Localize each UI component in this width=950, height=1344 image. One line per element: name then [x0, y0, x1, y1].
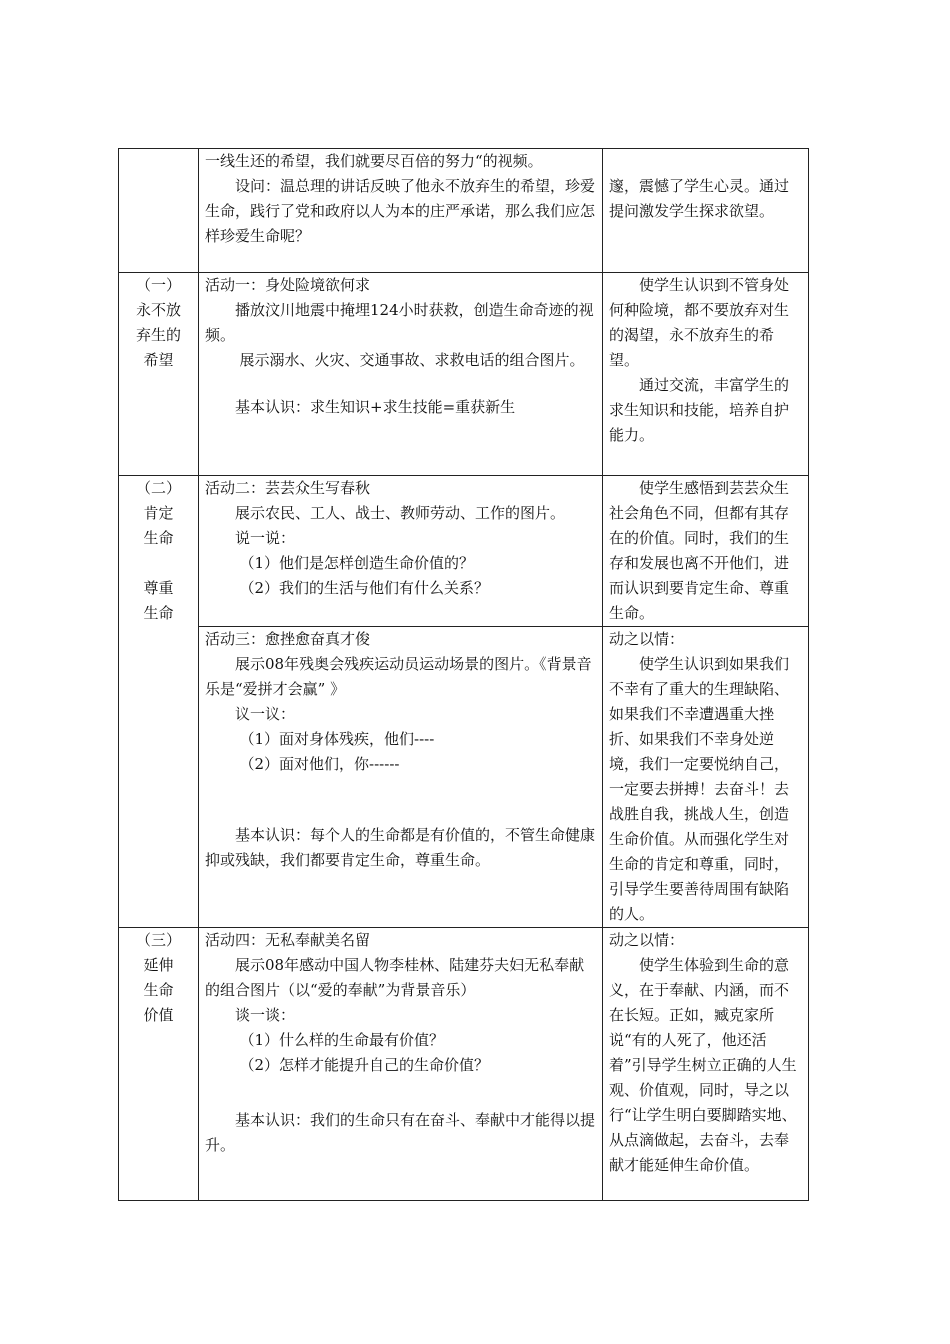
activity-cell	[199, 273, 603, 476]
section-number: （三）	[135, 931, 181, 949]
activity-text: 谈一谈：	[235, 1006, 296, 1024]
goal-cell	[603, 476, 809, 627]
section-cell	[119, 273, 199, 476]
goal-text: 通过交流，丰富学生的求生知识和技能，培养自护能力。	[609, 376, 790, 444]
activity-text: 展示08年感动中国人物李桂林、陆建芬夫妇无私奉献的组合图片（以“爱的奉献”为背景音乐）	[205, 956, 585, 999]
activity-title: 活动一：身处险境欲何求	[205, 276, 371, 294]
goal-text: 使学生认识到如果我们不幸有了重大的生理缺陷、如果我们不幸遭遇重大挫折、如果我们不幸身处逆境，我们一定要悦纳自己，一定要去拼搏！去奋斗！去战胜自我，挑战人生，创造生命价值。从而强化学生对生命的肯定和尊重，同时，引导学生要善待周围有缺陷的人。	[609, 655, 790, 923]
activity-text: 说一说：	[235, 529, 296, 547]
activity-text: 展示08年残奥会残疾运动员运动场景的图片。《背景音乐是“爱拼才会赢” 》	[205, 655, 592, 698]
goal-cell	[603, 627, 809, 928]
basic-understanding: 基本认识：每个人的生命都是有价值的，不管生命健康抑或残缺，我们都要肯定生命，尊重生命。	[205, 826, 596, 869]
table-row	[119, 627, 809, 928]
section-cell	[119, 149, 199, 273]
goal-cell	[603, 928, 809, 1201]
question-item: （1）面对身体残疾，他们----	[239, 730, 435, 748]
question-item: （2）我们的生活与他们有什么关系？	[239, 579, 490, 597]
section-title: 生命	[143, 981, 174, 999]
section-cell	[119, 476, 199, 928]
activity-cell	[199, 627, 603, 928]
lesson-plan-table	[118, 148, 809, 1201]
activity-text: 议一议：	[235, 705, 296, 723]
table-row	[119, 928, 809, 1201]
goal-cell	[603, 273, 809, 476]
question-item: （1）他们是怎样创造生命价值的？	[239, 554, 475, 572]
activity-cell	[199, 149, 603, 273]
goal-title: 动之以情：	[609, 630, 685, 648]
section-title: 价值	[143, 1006, 174, 1024]
activity-text: 展示溺水、火灾、交通事故、求救电话的组合图片。	[239, 351, 585, 369]
activity-cell	[199, 476, 603, 627]
activity-text: 展示农民、工人、战士、教师劳动、工作的图片。	[235, 504, 566, 522]
section-number: （二）	[135, 479, 181, 497]
section-title: 延伸	[143, 956, 174, 974]
question-item: （2）面对他们，你------	[239, 755, 400, 773]
section-cell	[119, 928, 199, 1201]
section-title: 肯定	[143, 504, 174, 522]
section-number: （一）	[135, 276, 181, 294]
basic-understanding: 基本认识：我们的生命只有在奋斗、奉献中才能得以提升。	[205, 1111, 596, 1154]
table-row	[119, 476, 809, 627]
activity-title: 活动四：无私奉献美名留	[205, 931, 371, 949]
activity-title: 活动二：芸芸众生写春秋	[205, 479, 371, 497]
activity-cell	[199, 928, 603, 1201]
section-title: 生命	[143, 529, 174, 547]
activity-title: 活动三：愈挫愈奋真才俊	[205, 630, 371, 648]
goal-text: 使学生认识到不管身处何种险境，都不要放弃对生的渴望，永不放弃生的希望。	[609, 276, 790, 369]
goal-text: 使学生体验到生命的意义，在于奉献、内涵，而不在长短。正如，臧克家所说“有的人死了，他还活着”引导学生树立正确的人生观、价值观，同时，导之以行“让学生明白要脚踏实地、从点滴做起，去奋斗，去奉献才能延伸生命价值。	[609, 956, 797, 1174]
section-title: 生命	[143, 604, 174, 622]
basic-understanding: 基本认识：求生知识+求生技能=重获新生	[235, 398, 516, 416]
goal-cell	[603, 149, 809, 273]
table-row	[119, 273, 809, 476]
question-item: （2）怎样才能提升自己的生命价值？	[239, 1056, 490, 1074]
goal-text: 邃，震憾了学生心灵。通过提问激发学生探求欲望。	[609, 177, 790, 220]
activity-text: 一线生还的希望，我们就要尽百倍的努力“的视频。	[205, 152, 543, 170]
section-title: 尊重	[143, 579, 174, 597]
section-title: 希望	[143, 351, 174, 369]
section-title: 永不放	[135, 301, 181, 319]
question-item: （1）什么样的生命最有价值？	[239, 1031, 445, 1049]
goal-title: 动之以情：	[609, 931, 685, 949]
table-row	[119, 149, 809, 273]
activity-text: 设问：温总理的讲话反映了他永不放弃生的希望，珍爱生命，践行了党和政府以人为本的庄严承诺，那么我们应怎样珍爱生命呢？	[205, 177, 596, 245]
activity-text: 播放汶川地震中掩埋124小时获救，创造生命奇迹的视频。	[205, 301, 594, 344]
section-title: 弃生的	[135, 326, 181, 344]
goal-text: 使学生感悟到芸芸众生社会角色不同，但都有其存在的价值。同时，我们的生存和发展也离不开他们，进而认识到要肯定生命、尊重生命。	[609, 479, 790, 622]
